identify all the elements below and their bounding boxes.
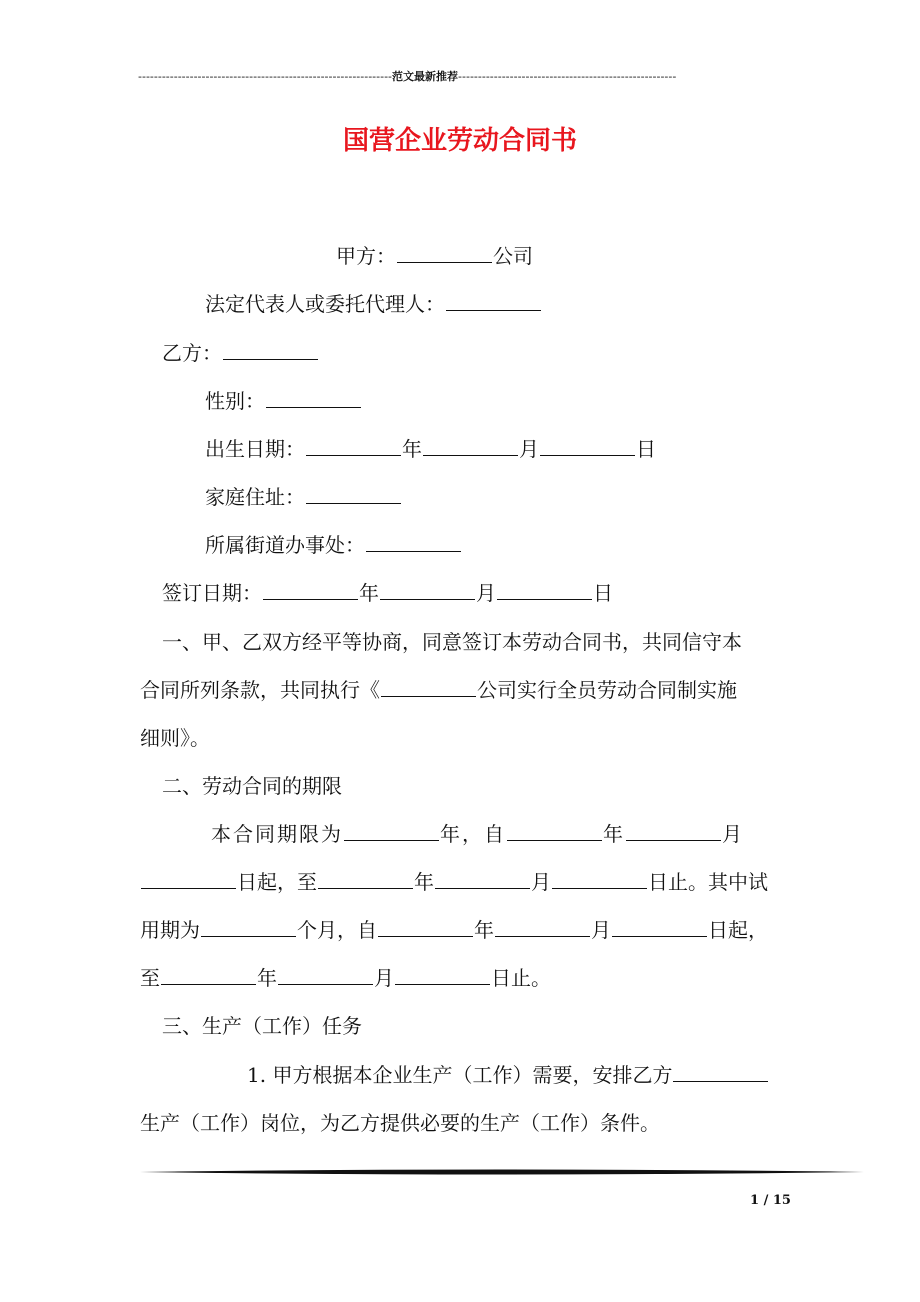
party-b-blank: [223, 341, 318, 360]
month-label: 月: [591, 918, 611, 942]
clause2-title: 二、劳动合同的期限: [162, 774, 342, 798]
header-label: 范文最新推荐: [392, 70, 459, 83]
clause2-line3: [140, 918, 768, 942]
month-label: 月: [374, 966, 394, 990]
day-label: 日: [636, 437, 656, 461]
clause2-line4: [140, 966, 551, 990]
probation-start-day-blank: [612, 918, 707, 937]
party-b-line: [162, 341, 319, 365]
probation-end-year-blank: [161, 966, 256, 985]
start-month-blank: [626, 822, 721, 841]
day-label: 日: [593, 581, 613, 605]
clause1-line3: 细则》。: [140, 726, 210, 750]
birth-date-label: 出生日期：: [205, 437, 305, 461]
footer-rule: [140, 1168, 864, 1176]
page-header: [138, 68, 768, 84]
year-label: 年: [603, 822, 625, 846]
clause1-text-a: 合同所列条款，共同执行《: [140, 678, 380, 702]
month-label: 月: [519, 437, 539, 461]
clause3-line1: [247, 1063, 769, 1087]
probation-end-day-blank: [395, 966, 490, 985]
sign-day-blank: [497, 581, 592, 600]
gender-label: 性别：: [205, 389, 265, 413]
year-label: 年: [359, 581, 379, 605]
street-office-line: [205, 533, 462, 557]
clause3-title: 三、生产（工作）任务: [162, 1014, 362, 1038]
header-dashes-left: ----------------------------------------------------------------: [138, 70, 393, 83]
year-label: 年: [257, 966, 277, 990]
clause2-text-e: 用期为: [140, 918, 200, 942]
clause3-text-a: 1. 甲方根据本企业生产（工作）需要，安排乙方: [247, 1063, 673, 1087]
clause2-text-h: 至: [140, 966, 160, 990]
clause2-text-b: 年，自: [440, 822, 506, 846]
term-years-blank: [344, 822, 439, 841]
clause1-line1: 一、甲、乙双方经平等协商，同意签订本劳动合同书，共同信守本: [162, 630, 742, 654]
gender-blank: [266, 389, 361, 408]
probation-end-month-blank: [278, 966, 373, 985]
clause2-text-f: 个月，自: [297, 918, 377, 942]
clause2-text-i: 日止。: [491, 966, 551, 990]
gender-line: [205, 389, 362, 413]
street-office-label: 所属街道办事处：: [205, 533, 365, 557]
end-day-blank: [552, 870, 647, 889]
party-a-label: 甲方：: [336, 244, 396, 268]
clause1-text-b: 公司实行全员劳动合同制实施: [477, 678, 737, 702]
birth-date-line: [205, 437, 656, 461]
end-month-blank: [435, 870, 530, 889]
clause1-company-blank: [381, 678, 476, 697]
clause2-text-a: 本合同期限为: [211, 822, 343, 846]
sign-year-blank: [263, 581, 358, 600]
position-blank: [673, 1063, 768, 1082]
legal-rep-blank: [446, 292, 541, 311]
sign-month-blank: [380, 581, 475, 600]
clause2-text-c: 日起，至: [237, 870, 317, 894]
header-dashes-right: -------------------------------------------------------: [458, 70, 677, 83]
birth-day-blank: [540, 437, 635, 456]
probation-start-year-blank: [378, 918, 473, 937]
probation-start-month-blank: [495, 918, 590, 937]
sign-date-label: 签订日期：: [162, 581, 262, 605]
month-label: 月: [531, 870, 551, 894]
party-a-suffix: 公司: [493, 244, 533, 268]
street-office-blank: [366, 533, 461, 552]
address-line: [205, 485, 402, 509]
year-label: 年: [474, 918, 494, 942]
party-a-blank: [397, 244, 492, 263]
address-label: 家庭住址：: [205, 485, 305, 509]
clause1-line2: [140, 678, 737, 702]
month-label: 月: [476, 581, 496, 605]
start-day-blank: [141, 870, 236, 889]
birth-year-blank: [306, 437, 401, 456]
clause2-text-g: 日起，: [708, 918, 768, 942]
address-blank: [306, 485, 401, 504]
clause2-line2: [140, 870, 768, 894]
month-label: 月: [722, 822, 744, 846]
year-label: 年: [414, 870, 434, 894]
sign-date-line: [162, 581, 613, 605]
legal-rep-line: [205, 292, 542, 316]
clause3-line2: 生产（工作）岗位，为乙方提供必要的生产（工作）条件。: [140, 1111, 660, 1135]
legal-rep-label: 法定代表人或委托代理人：: [205, 292, 445, 316]
document-title: 国营企业劳动合同书: [342, 126, 577, 156]
birth-month-blank: [423, 437, 518, 456]
page-number: 1 / 15: [750, 1193, 791, 1208]
clause2-line1: [211, 822, 744, 846]
end-year-blank: [318, 870, 413, 889]
party-a-line: [336, 244, 533, 268]
year-label: 年: [402, 437, 422, 461]
probation-months-blank: [201, 918, 296, 937]
start-year-blank: [507, 822, 602, 841]
party-b-label: 乙方：: [162, 341, 222, 365]
clause2-text-d: 日止。其中试: [648, 870, 768, 894]
